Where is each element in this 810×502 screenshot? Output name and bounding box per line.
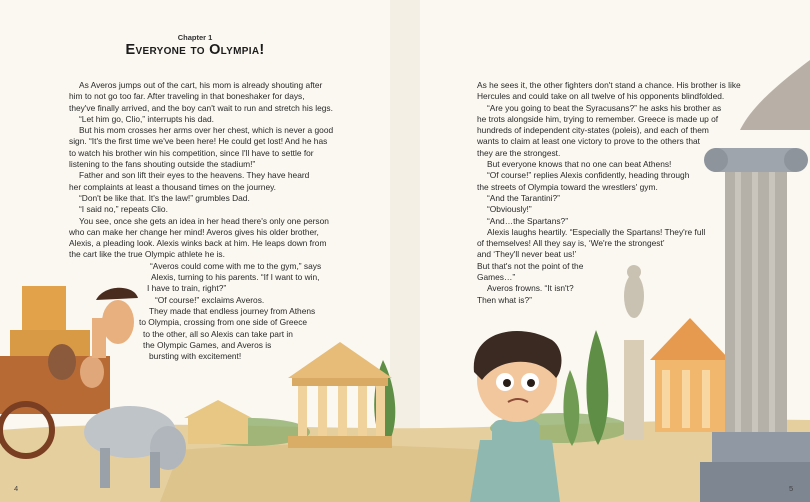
text-line: the streets of Olympia toward the wrestlers' gym.: [477, 181, 658, 192]
text-line: You see, once she gets an idea in her head there's only one person: [79, 215, 329, 226]
text-line: “Of course!” exclaims Averos.: [155, 294, 265, 305]
path-stones: [160, 445, 520, 502]
gutter-shadow: [390, 0, 420, 502]
text-line: Alexis laughs heartily. “Especially the Spartans! They're full: [487, 226, 706, 237]
chapter-label: Chapter 1: [177, 33, 213, 42]
text-line: they've finally arrived, and the boy can't wait to run and stretch his legs.: [69, 102, 333, 113]
text-line: But everyone knows that no one can beat Athens!: [487, 159, 672, 170]
text-line: of themselves! All they say is, ‘We're the strongest’: [477, 238, 665, 249]
temple-small: [184, 400, 252, 444]
text-line: “Let him go, Clio,” interrupts his dad.: [79, 113, 214, 124]
text-line: Father and son lift their eyes to the heavens. They have heard: [79, 170, 310, 181]
text-line: “Averos could come with me to the gym,” says: [150, 260, 322, 271]
text-line: “Obviously!”: [487, 204, 532, 215]
text-line: Averos frowns. “It isn't?: [487, 283, 574, 294]
text-line: the Olympic Games, and Averos is: [143, 339, 272, 350]
page-number-left: 4: [14, 484, 19, 493]
text-line: Then what is?”: [477, 294, 532, 305]
text-line: to watch his brother win his competition, since I'll have to settle for: [69, 147, 314, 158]
text-line: they are the strongest.: [477, 147, 561, 158]
text-line: the cart like the true Olympic athlete he is.: [69, 249, 225, 260]
text-line: Alexis, turning to his parents. “If I want to win,: [151, 272, 320, 283]
temple-right: [650, 318, 730, 432]
text-line: her complaints at least a thousand times on the journey.: [69, 181, 277, 192]
text-line: “Of course!” replies Alexis confidently, heading through: [487, 170, 690, 181]
text-line: he trots alongside him, trying to remember. Greece is made up of: [477, 113, 719, 124]
text-line: As Averos jumps out of the cart, his mom is already shouting after: [79, 80, 323, 90]
text-line: to the other, all so Alexis can take part in: [143, 328, 293, 339]
text-line: Alexis, a pleading look. Alexis winks back at him. He leaps down from: [69, 238, 327, 249]
text-line: “Are you going to beat the Syracusans?” he asks his brother as: [487, 102, 722, 113]
text-line: listening to the fans shouting outside the stadium!”: [69, 159, 256, 170]
text-line: who can make her change her mind! Averos gives his older brother,: [69, 226, 319, 237]
chapter-title: Everyone to Olympia!: [125, 42, 265, 58]
text-line: They made that endless journey from Athens: [149, 305, 316, 316]
text-line: him to not go too far. After traveling in that boneshaker for days,: [69, 91, 305, 102]
left-page-text: [69, 80, 369, 362]
text-line: “I said no,” repeats Clio.: [79, 204, 168, 215]
text-line: hundreds of independent city-states (poleis), and each of them: [477, 125, 709, 136]
text-line: Games…”: [477, 272, 516, 283]
text-line: But that's not the point of the: [477, 260, 584, 271]
text-line: “And…the Spartans?”: [487, 215, 569, 226]
text-line: bursting with excitement!: [149, 351, 242, 362]
text-line: “Don't be like that. It's the law!” grumbles Dad.: [79, 192, 250, 203]
right-page-text: [477, 80, 777, 306]
text-line: But his mom crosses her arms over her chest, which is never a good: [79, 125, 334, 136]
text-line: wants to claim at least one victory to prove to the others that: [477, 136, 700, 147]
text-line: “And the Tarantini?”: [487, 192, 560, 203]
page-number-right: 5: [789, 484, 794, 493]
text-line: I have to train, right?”: [147, 283, 227, 294]
text-line: sign. “It's the first time we've been here! He could get lost! And he has: [69, 136, 328, 147]
text-line: As he sees it, the other fighters don't stand a chance. His brother is like: [477, 80, 741, 90]
text-line: Hercules and could take on all twelve of his opponents blindfolded.: [477, 91, 725, 102]
text-line: to Olympia, crossing from one side of Greece: [139, 317, 308, 328]
text-line: and ‘They'll never beat us!’: [477, 249, 577, 260]
